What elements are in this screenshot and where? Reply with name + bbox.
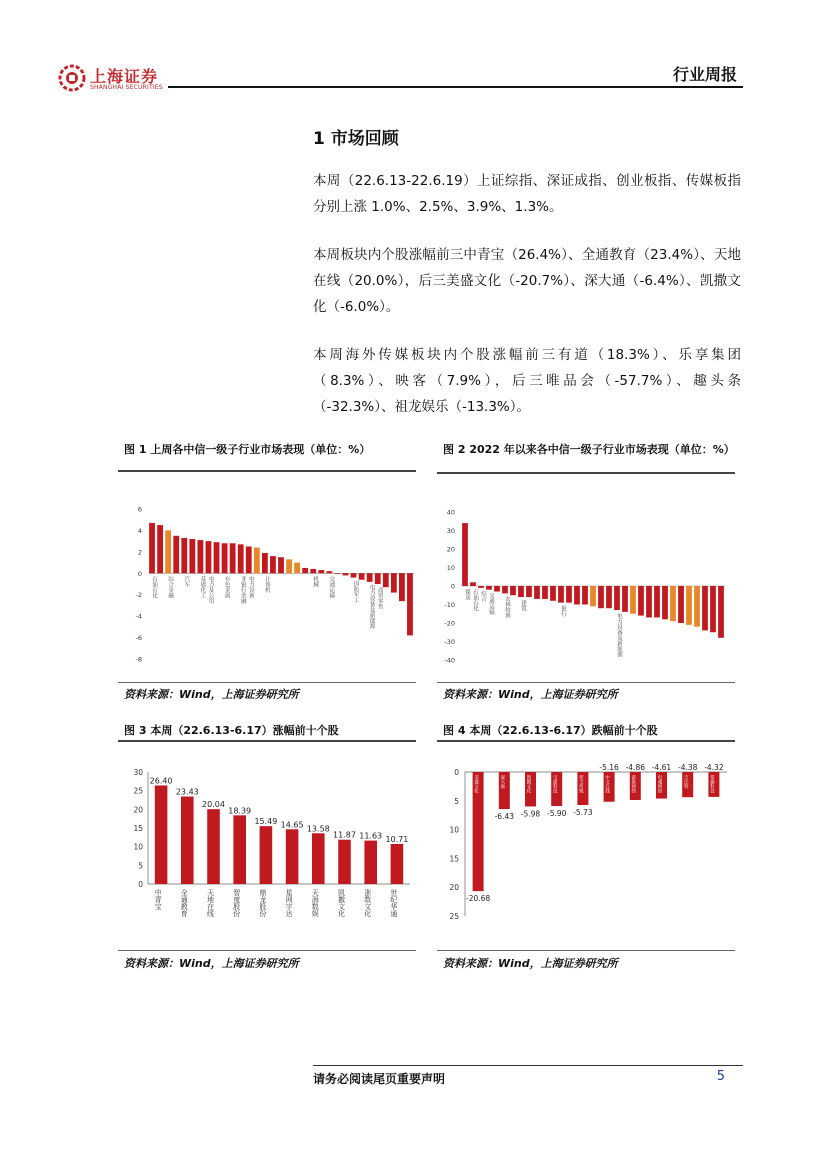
y-tick-label: 10 [133, 842, 143, 852]
figure-3-chart [118, 760, 416, 945]
data-label: 23.43 [175, 787, 199, 797]
section-title: 1 市场回顾 [313, 129, 399, 149]
bar [383, 573, 389, 587]
x-tick-label: 浙数文化 [363, 889, 372, 917]
x-tick-label: 交通运输 [328, 576, 335, 599]
x-tick-label: 商贸零售 [376, 587, 383, 609]
x-tick-label-group [377, 586, 384, 611]
data-label: 11.87 [333, 830, 356, 840]
bar [222, 543, 228, 573]
bar [157, 525, 163, 573]
bar [207, 809, 220, 884]
bar [590, 586, 596, 606]
bar [260, 826, 273, 884]
x-tick-label: 中文在线 [604, 775, 610, 793]
data-label: -4.61 [651, 763, 672, 772]
x-tick-label: 综合 [480, 590, 486, 602]
bar [646, 586, 652, 617]
data-label: 20.04 [202, 800, 225, 810]
bar [694, 586, 700, 627]
x-tick-label: 电力设备及新能源 [368, 584, 375, 629]
data-label: 10.71 [385, 835, 409, 845]
bar [294, 563, 300, 574]
bar [574, 586, 580, 605]
y-tick-label: -10 [444, 601, 455, 609]
x-tick-label-group [248, 575, 255, 600]
figure-1-bottom-rule [118, 682, 416, 683]
logo-text-en: SHANGHAI SECURITIES [90, 84, 163, 91]
x-tick-label: 电力及公用 [207, 576, 214, 604]
bar [462, 523, 468, 586]
x-tick-label-group [167, 575, 174, 600]
bar [238, 544, 244, 573]
figure-3-title: 图 3 本周（22.6.13-6.17）涨幅前十个股 [124, 724, 339, 737]
bar [470, 582, 476, 586]
y-tick-label: -40 [444, 656, 455, 665]
y-tick-label: 6 [137, 505, 142, 514]
figure-4-top-rule [437, 740, 735, 742]
bar [181, 797, 194, 884]
bar [407, 573, 413, 635]
bar [214, 542, 220, 573]
data-label: 11.63 [359, 831, 383, 841]
data-label: -5.90 [546, 808, 567, 818]
header-divider [168, 86, 743, 88]
bar [494, 586, 500, 592]
figure-1-chart [118, 495, 416, 675]
bar [286, 559, 292, 573]
figure-2-top-rule [437, 472, 735, 474]
x-tick-label: 美盛文化 [473, 775, 479, 793]
figure-2-source: 资料来源：Wind，上海证券研究所 [443, 688, 618, 701]
x-tick-label: 慈文传媒 [578, 775, 584, 793]
bar [638, 586, 644, 616]
paragraph-index-summary: 本周（22.6.13-22.6.19）上证综指、深证成指、创业板指、传媒板指分别上涨 1.0%、2.5%、3.9%、1.3%。 [313, 173, 741, 215]
bar [670, 586, 676, 621]
bar [566, 586, 572, 603]
figure-2-chart [437, 500, 735, 675]
x-tick-label-group [480, 590, 487, 604]
figure-2-bottom-rule [437, 682, 735, 683]
y-tick-label: 40 [446, 508, 455, 517]
y-tick-label: -30 [444, 638, 455, 646]
y-tick-label: -6 [135, 634, 142, 643]
bar [278, 557, 284, 573]
bar [318, 570, 324, 573]
y-tick-label: 10 [446, 564, 455, 572]
y-tick-label: 20 [446, 545, 455, 554]
data-label: 14.65 [280, 820, 304, 830]
x-tick-label-group [207, 575, 214, 605]
data-label: -5.73 [573, 808, 593, 818]
page-number: 5 [716, 1069, 725, 1084]
x-tick-label: 天润数娱 [311, 889, 320, 917]
data-label: -4.86 [625, 763, 646, 772]
x-tick-label-group [504, 595, 511, 620]
bar [558, 586, 564, 603]
y-tick-label: -20 [444, 619, 455, 628]
x-tick-label-group [312, 575, 319, 589]
bar [486, 586, 492, 590]
bar [270, 556, 276, 573]
bar [312, 833, 325, 884]
x-tick-label: 吉比特 [683, 775, 689, 789]
x-tick-label: 机械 [312, 576, 319, 588]
bar [364, 841, 377, 884]
y-tick-label: 0 [454, 768, 459, 777]
bar [173, 536, 179, 574]
x-tick-label: 凯撒文化 [526, 775, 531, 793]
x-tick-label: 中青宝 [154, 889, 163, 910]
bar [206, 541, 212, 573]
bar [391, 573, 397, 592]
data-label: 26.40 [149, 776, 173, 786]
figure-4-chart [437, 758, 735, 948]
x-tick-label-group [369, 584, 376, 631]
x-tick-label-group [183, 575, 190, 589]
x-tick-label-group [240, 575, 247, 605]
figure-3-source: 资料来源：Wind，上海证券研究所 [124, 957, 299, 970]
data-label: -6.43 [494, 812, 515, 822]
data-label: 13.58 [306, 824, 330, 834]
bar [165, 530, 171, 573]
figure-4-bottom-rule [437, 950, 735, 951]
bar [359, 573, 365, 579]
y-tick-label: 10 [449, 825, 459, 835]
x-tick-label: 有色金属 [223, 576, 230, 599]
bar [149, 523, 155, 573]
data-label: -5.16 [599, 763, 619, 772]
x-tick-label: 汽车 [183, 576, 190, 588]
bar [351, 573, 357, 577]
bar [678, 586, 684, 623]
x-tick-label-group [151, 576, 158, 600]
bar [338, 840, 351, 884]
bar [335, 573, 341, 574]
bar [246, 547, 252, 574]
x-tick-label: 煤炭 [464, 589, 470, 600]
figure-3-bottom-rule [118, 950, 416, 951]
bar [310, 569, 316, 573]
y-tick-label: 5 [454, 796, 459, 806]
brand-logo [58, 64, 178, 98]
x-tick-label-group [264, 575, 271, 594]
bar [233, 815, 246, 884]
bar [606, 586, 612, 608]
y-tick-label: 5 [138, 861, 143, 871]
data-label: 15.49 [254, 817, 278, 827]
figure-1-title: 图 1 上周各中信一级子行业市场表现（单位：%） [124, 443, 371, 456]
footer-divider [313, 1065, 743, 1066]
y-tick-label: 2 [137, 548, 142, 557]
figure-4-title: 图 4 本周（22.6.13-6.17）跌幅前十个股 [443, 724, 658, 737]
y-tick-label: 30 [446, 527, 455, 535]
y-tick-label: 20 [449, 883, 459, 893]
figure-1-top-rule [118, 470, 416, 472]
x-tick-label: 非银行金融 [239, 576, 246, 604]
x-tick-label: 智度股份 [232, 889, 241, 917]
bar [710, 586, 716, 632]
logo-mark-icon [58, 64, 86, 92]
figure-1-source: 资料来源：Wind，上海证券研究所 [124, 688, 299, 701]
y-tick-label: 4 [137, 526, 142, 535]
bar [614, 586, 620, 610]
bar [702, 586, 708, 630]
y-tick-label: 25 [449, 912, 459, 921]
x-tick-label: 游族网络 [630, 775, 636, 793]
figure-2-title: 图 2 2022 年以来各中信一级子行业市场表现（单位：%） [443, 443, 735, 456]
bar [662, 586, 668, 619]
bar [367, 573, 373, 582]
bar [686, 586, 692, 625]
data-label: -5.98 [520, 809, 541, 819]
bar [654, 586, 660, 617]
y-tick-label: 30 [133, 768, 143, 777]
y-tick-label: 15 [133, 824, 143, 833]
x-tick-label-group [472, 589, 479, 613]
bar [262, 553, 268, 573]
bar [230, 543, 236, 573]
footer-disclaimer: 请务必阅读尾页重要声明 [313, 1072, 446, 1086]
data-label: -20.68 [466, 894, 491, 904]
bar [478, 586, 484, 588]
y-tick-label: 0 [137, 569, 142, 578]
x-tick-label: 电力设备 [247, 576, 254, 599]
bar [326, 571, 332, 573]
x-tick-label: 宝通科技 [552, 775, 558, 793]
paragraph-sector-stocks: 本周板块内个股涨幅前三中青宝（26.4%）、全通教育（23.4%）、天地在线（20.0%），后三美盛文化（-20.7%）、深大通（-6.4%）、凯撒文化（-6.0%）。 [313, 247, 741, 315]
x-tick-label: 基础化工 [199, 576, 206, 599]
bar [518, 586, 524, 597]
bar [254, 548, 260, 574]
x-tick-label: 深大通 [499, 775, 505, 789]
x-tick-label: 星网宇达 [285, 889, 294, 917]
bar [286, 829, 299, 884]
y-tick-label: -4 [135, 612, 142, 621]
x-tick-label: 鼎龙股份 [258, 889, 267, 917]
data-label: 18.39 [228, 806, 252, 816]
x-tick-label: 凯撒文化 [337, 889, 346, 917]
bar [399, 573, 405, 601]
x-tick-label-group [520, 599, 527, 613]
bar [542, 586, 548, 599]
x-tick-label-group [328, 575, 335, 600]
x-tick-label: 农林牧渔 [504, 596, 510, 619]
bar [534, 586, 540, 599]
bar [550, 586, 556, 601]
x-tick-label-group [224, 575, 231, 600]
bar [582, 586, 588, 605]
x-tick-label-group [353, 579, 360, 603]
bar [718, 586, 724, 638]
x-tick-label: 石油石化 [472, 589, 478, 611]
bar [375, 573, 381, 584]
paragraph-overseas-stocks: 本周海外传媒板块内个股涨幅前三有道（18.3%）、乐享集团（8.3%）、映客（7.9%），后三唯品会（-57.7%）、趣头条（-32.3%）、祖龙娱乐（-13.3%）。 [313, 347, 741, 415]
data-label: -4.38 [677, 763, 698, 772]
y-tick-label: 0 [138, 880, 143, 889]
y-tick-label: 0 [450, 582, 455, 591]
x-tick-label: 电魂网络 [657, 775, 662, 793]
bar [197, 540, 203, 573]
x-tick-label: 石油石化 [151, 576, 158, 599]
x-tick-label: 掌趣科技 [709, 775, 715, 793]
x-tick-label: 全通教育 [180, 889, 189, 917]
y-tick-label: 15 [449, 854, 459, 864]
x-tick-label: 世纪华通 [389, 889, 398, 917]
y-tick-label: -2 [135, 591, 142, 600]
x-tick-label-group [464, 588, 471, 602]
bar [189, 539, 195, 573]
bar [622, 586, 628, 612]
x-tick-label-group [560, 604, 567, 618]
bar [526, 586, 532, 597]
x-tick-label: 国防军工 [352, 580, 359, 603]
bar [510, 586, 516, 595]
x-tick-label: 银行 [560, 605, 566, 617]
y-tick-label: 25 [133, 786, 143, 796]
x-tick-label: 天地在线 [206, 889, 215, 917]
x-tick-label-group [199, 575, 206, 599]
figure-3-top-rule [118, 740, 416, 742]
bar [343, 573, 349, 575]
x-tick-label: 综合金融 [167, 576, 174, 599]
x-tick-label: 交通运输 [488, 592, 494, 615]
x-tick-label: 建筑 [520, 600, 526, 612]
bar [630, 586, 636, 614]
data-label: -4.32 [704, 763, 724, 772]
x-tick-label: 电力设备及新能源 [616, 613, 622, 658]
bar [302, 568, 308, 573]
bar [502, 586, 508, 593]
bar [155, 785, 168, 884]
figure-4-source: 资料来源：Wind，上海证券研究所 [443, 957, 618, 970]
logo-text-cn: 上海证券 [90, 67, 159, 86]
x-tick-label-group [616, 612, 623, 659]
y-tick-label: -8 [135, 655, 142, 664]
bar [181, 538, 187, 573]
bar [391, 844, 404, 884]
y-tick-label: 20 [133, 805, 143, 815]
x-tick-label-group [488, 592, 495, 617]
x-tick-label: 计算机 [263, 576, 270, 593]
bar [598, 586, 604, 608]
report-type: 行业周报 [672, 65, 737, 84]
